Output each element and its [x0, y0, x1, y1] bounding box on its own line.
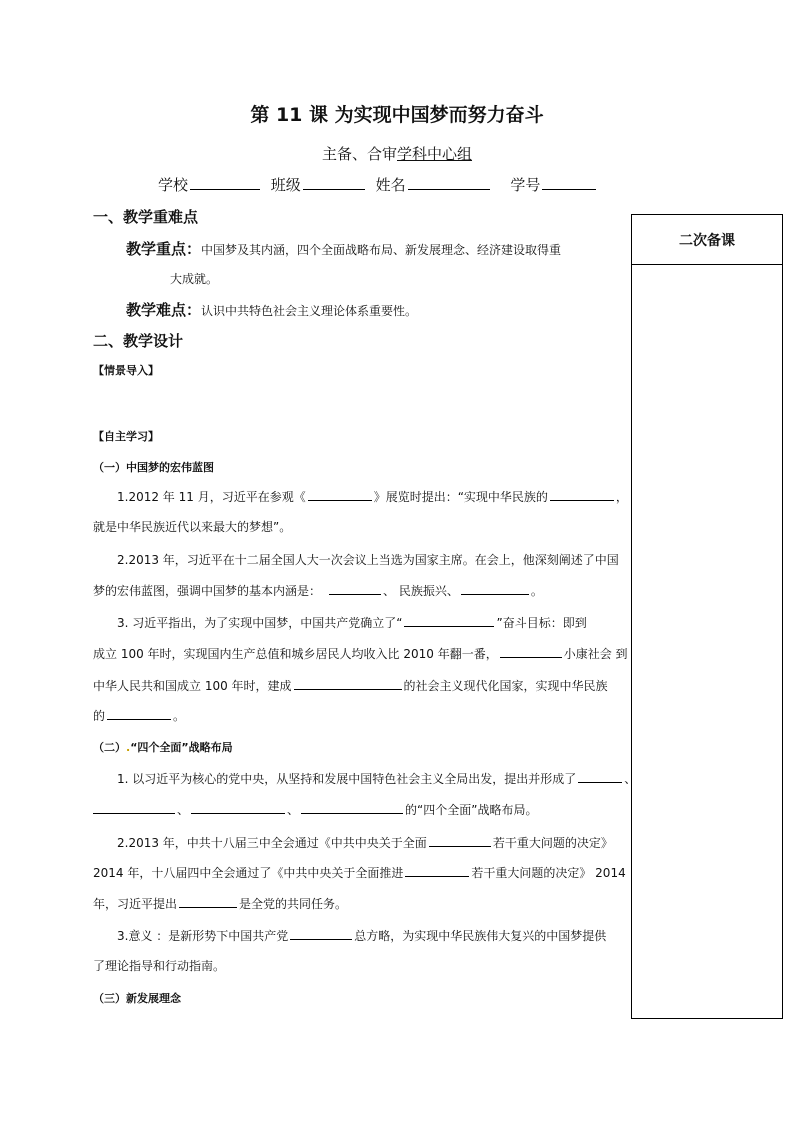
authors-prefix: 主备、合审	[321, 145, 397, 163]
difficulty-label: 教学难点：	[126, 301, 202, 319]
student-info-line	[158, 174, 598, 195]
p2-q3-line1	[117, 927, 606, 944]
part-3-heading: （三）新发展理念	[93, 992, 181, 1005]
school-blank[interactable]	[190, 175, 260, 190]
p2-q2-text-a: 2.2013 年，中共十八届三中全会通过《中共中央关于全面	[117, 836, 427, 850]
p1-q2-text-b: 梦的宏伟蓝图，强调中国梦的基本内涵是：	[93, 584, 322, 598]
p2-q1-text-e: 的“四个全面”战略布局。	[405, 803, 538, 817]
p2-q1-blank-1[interactable]	[578, 770, 622, 783]
p1-q1-blank-1[interactable]	[308, 488, 372, 501]
number-blank[interactable]	[542, 175, 596, 190]
p2-q2-line2	[93, 864, 626, 881]
school-label: 学校	[158, 176, 189, 194]
p1-q3-blank-2[interactable]	[500, 645, 562, 658]
p1-q1-line2: 就是中华民族近代以来最大的梦想”。	[93, 520, 292, 534]
p1-q1-text-b: 》展览时提出：“实现中华民族的	[373, 490, 548, 504]
p2-q1-text-b: 、	[624, 772, 637, 786]
intro-label: 【情景导入】	[93, 364, 159, 377]
p2-q1-line1	[117, 770, 636, 787]
class-label: 班级	[270, 176, 301, 194]
p2-q3-text-a: 3.意义 ：是新形势下中国共产党	[117, 929, 289, 943]
part-2-heading-num: （二）	[93, 741, 126, 754]
name-blank[interactable]	[408, 175, 490, 190]
p1-q2-text-c: 、 民族振兴、	[383, 584, 459, 598]
p1-q3-text-f: 的社会主义现代化国家，实现中华民族	[403, 679, 608, 693]
p1-q3-text-d: 小康社会 到	[563, 647, 628, 661]
p2-q3-line2: 了理论指导和行动指南。	[93, 959, 226, 973]
secondary-prep-box	[631, 214, 783, 1019]
p2-q2-text-e: 年，习近平提出	[93, 897, 178, 911]
p1-q1-line1	[117, 488, 628, 505]
p2-q1-blank-3[interactable]	[191, 801, 285, 814]
p1-q3-text-g: 的	[93, 709, 106, 723]
p1-q1-text-c: ，	[615, 490, 628, 504]
p2-q1-blank-2[interactable]	[93, 801, 175, 814]
difficulty-line	[126, 299, 417, 320]
key-point-line	[126, 238, 561, 259]
p1-q1-text-a: 1.2012 年 11 月，习近平在参观《	[117, 490, 306, 504]
difficulty-text: 认识中共特色社会主义理论体系重要性。	[201, 304, 418, 318]
key-point-label: 教学重点：	[126, 240, 202, 258]
p1-q3-text-h: 。	[173, 709, 186, 723]
p2-q2-blank-1[interactable]	[429, 834, 491, 847]
p1-q1-blank-2[interactable]	[550, 488, 614, 501]
part-2-heading: （二）.“四个全面”战略布局	[93, 741, 233, 754]
p2-q2-text-d: 若干重大问题的决定》 2014	[471, 866, 626, 880]
p1-q3-blank-1[interactable]	[404, 614, 494, 627]
authors-group: 学科中心组	[397, 145, 473, 163]
part-2-heading-title: “四个全面”战略布局	[130, 741, 233, 754]
p2-q2-text-c: 2014 年，十八届四中全会通过了《中共中央关于全面推进	[93, 866, 404, 880]
number-label: 学号	[510, 176, 541, 194]
p1-q3-line4	[93, 707, 185, 724]
p1-q3-line3	[93, 677, 608, 694]
p1-q3-blank-4[interactable]	[107, 707, 171, 720]
name-label: 姓名	[375, 176, 406, 194]
p2-q2-text-b: 若干重大问题的决定》	[492, 836, 613, 850]
section-2-heading: 二、教学设计	[93, 332, 184, 350]
part-1-heading: （一）中国梦的宏伟蓝图	[93, 461, 214, 474]
p2-q3-blank-1[interactable]	[290, 927, 352, 940]
p2-q1-text-a: 1. 以习近平为核心的党中央，从坚持和发展中国特色社会主义全局出发，提出并形成了	[117, 772, 577, 786]
p1-q2-blank-1[interactable]	[329, 582, 381, 595]
section-1-heading: 一、教学重难点	[93, 208, 199, 226]
p2-q1-text-d: 、	[287, 803, 300, 817]
p1-q3-blank-3[interactable]	[294, 677, 402, 690]
key-point-text: 中国梦及其内涵，四个全面战略布局、新发展理念、经济建设取得重	[201, 243, 562, 257]
p2-q2-line3	[93, 895, 347, 912]
p2-q1-text-c: 、	[177, 803, 190, 817]
p1-q2-line2	[93, 582, 543, 599]
p1-q3-text-a: 3. 习近平指出，为了实现中国梦，中国共产党确立了“	[117, 616, 403, 630]
p1-q3-line1	[117, 614, 587, 631]
p1-q3-line2	[93, 645, 628, 662]
p2-q3-text-b: 总方略，为实现中华民族伟大复兴的中国梦提供	[354, 929, 607, 943]
p1-q3-text-e: 中华人民共和国成立 100 年时，建成	[93, 679, 292, 693]
p1-q3-text-b: ”奋斗目标：即到	[496, 616, 587, 630]
p2-q2-text-f: 是全党的共同任务。	[239, 897, 348, 911]
secondary-prep-header: 二次备课	[632, 215, 782, 265]
p1-q2-line1: 2.2013 年，习近平在十二届全国人大一次会议上当选为国家主席。在会上，他深刻阐述了中国	[117, 553, 619, 567]
p1-q2-text-d: 。	[530, 584, 543, 598]
p2-q2-blank-2[interactable]	[405, 864, 469, 877]
key-point-text-cont: 大成就。	[170, 272, 219, 286]
p2-q2-blank-3[interactable]	[179, 895, 237, 908]
class-blank[interactable]	[303, 175, 365, 190]
p2-q1-line2	[93, 801, 537, 818]
p2-q1-blank-4[interactable]	[301, 801, 403, 814]
p1-q3-text-c: 成立 100 年时，实现国内生产总值和城乡居民人均收入比 2010 年翻一番，	[93, 647, 498, 661]
self-study-label: 【自主学习】	[93, 430, 159, 443]
p1-q2-blank-2[interactable]	[461, 582, 529, 595]
page-title: 第 11 课 为实现中国梦而努力奋斗	[250, 104, 544, 126]
p2-q2-line1	[117, 834, 613, 851]
authors-line	[0, 143, 794, 164]
